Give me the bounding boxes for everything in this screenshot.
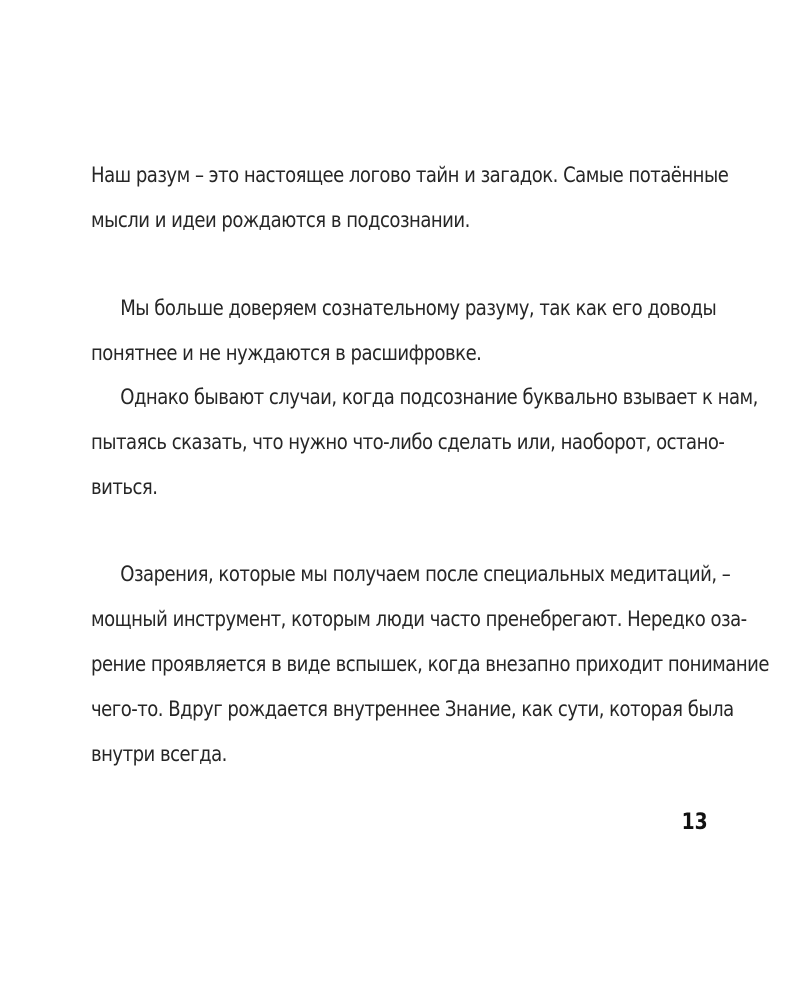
paragraph-line: Мы больше доверяем сознательному разуму, так как его доводы — [120, 296, 717, 320]
paragraph-line: виться. — [91, 475, 158, 499]
paragraph-3 — [91, 375, 758, 510]
paragraph-line: пытаясь сказать, что нужно что-либо сделать или, наоборот, остано- — [91, 430, 725, 454]
paragraph-line: внутри всегда. — [91, 742, 227, 766]
paragraph-line: мощный инструмент, которым люди часто пренебрегают. Нередко оза- — [91, 607, 747, 631]
paragraph-line: рение проявляется в виде вспышек, когда внезапно приходит понимание — [91, 652, 769, 676]
paragraph-line: Озарения, которые мы получаем после специальных медитаций, – — [120, 562, 731, 586]
paragraph-line: мысли и идеи рождаются в подсознании. — [91, 208, 470, 232]
page-number: 13 — [681, 810, 708, 835]
paragraph-line: Однако бывают случаи, когда подсознание буквально взывает к нам, — [120, 385, 758, 409]
paragraph-2 — [91, 286, 717, 376]
paragraph-1 — [91, 153, 729, 243]
paragraph-line: Наш разум – это настоящее логово тайн и загадок. Самые потаённые — [91, 163, 729, 187]
paragraph-line: понятнее и не нуждаются в расшифровке. — [91, 341, 482, 365]
paragraph-line: чего-то. Вдруг рождается внутреннее Знание, как сути, которая была — [91, 697, 734, 721]
paragraph-4 — [91, 552, 769, 777]
